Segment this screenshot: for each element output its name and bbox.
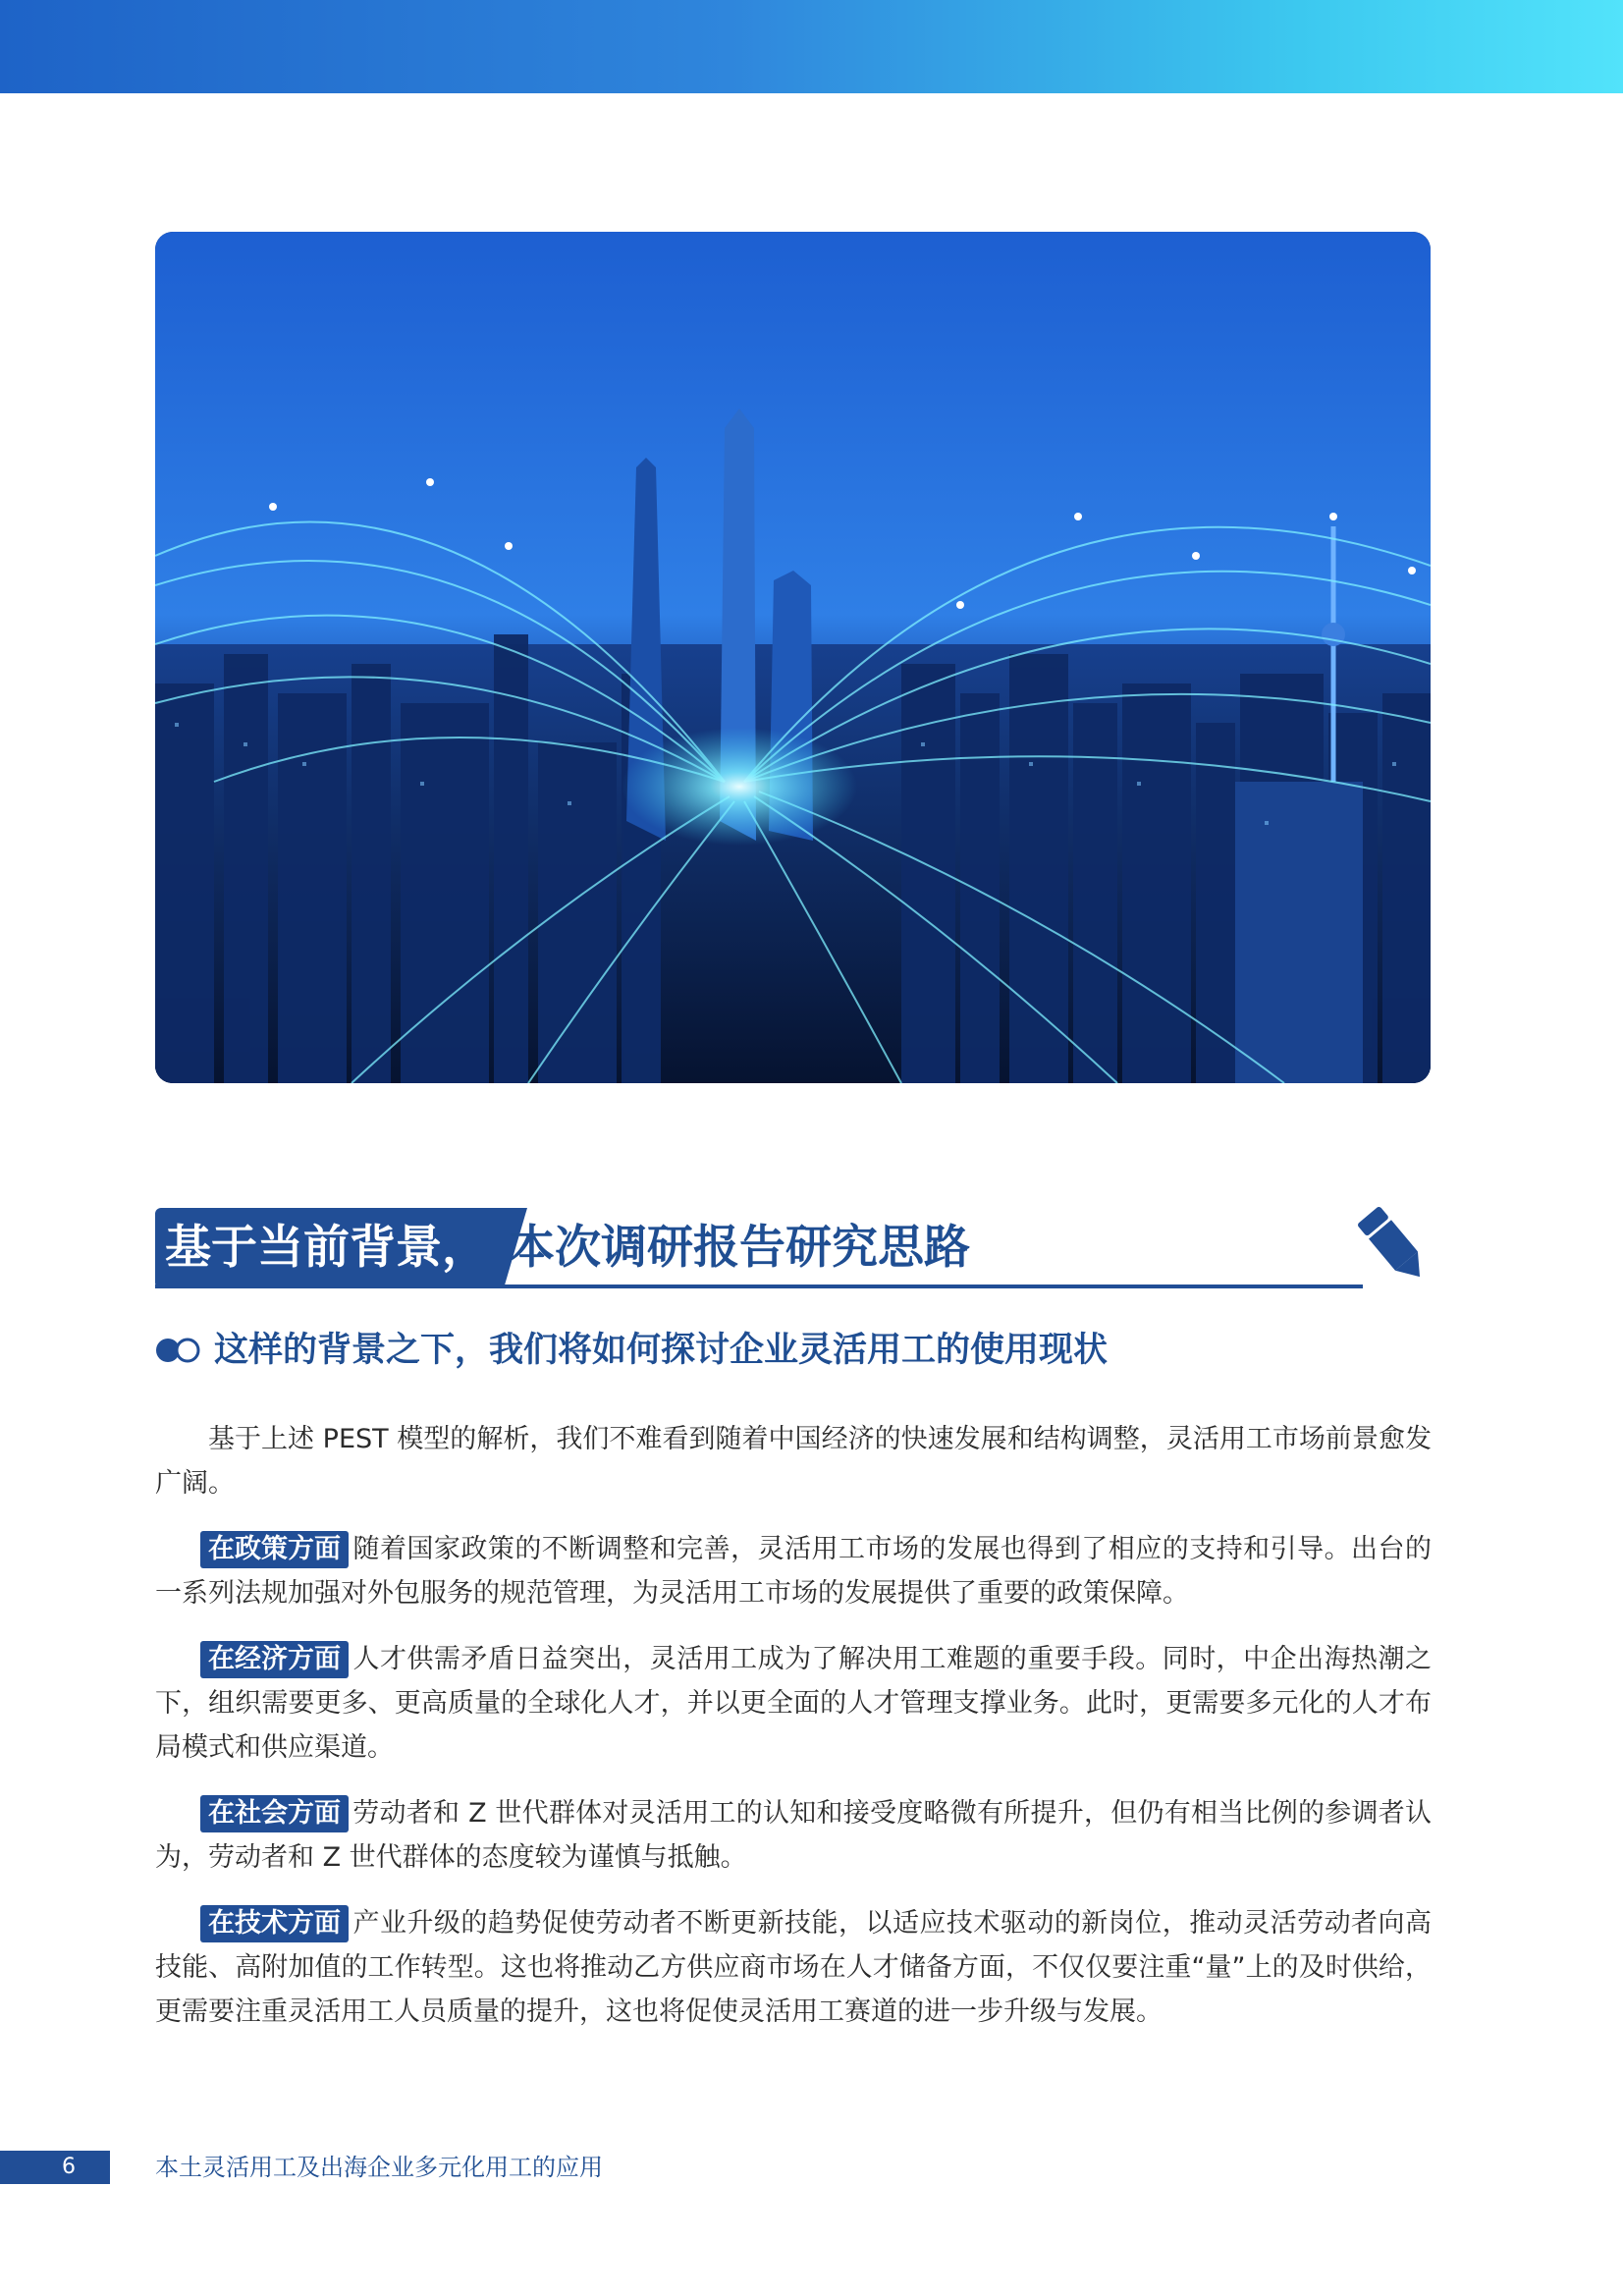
page-number [0,2151,137,2184]
body-text [155,1417,1432,2055]
economy-text: 人才供需矛盾日益突出，灵活用工成为了解决用工难题的重要手段。同时，中企出海热潮之下，组织需要更多、更高质量的全球化人才，并以更全面的人才管理支撑业务。此时，更需要多元化的人才布局模式和供应渠道。 [155,1644,1432,1763]
section-title: 本次调研报告研究思路 [509,1221,970,1275]
toggle-bullet-icon [155,1338,200,1363]
intro-paragraph: 基于上述 PEST 模型的解析，我们不难看到随着中国经济的快速发展和结构调整，灵活用工市场前景愈发广阔。 [155,1424,1432,1499]
hero-city-image [155,232,1431,1083]
subheading-text: 这样的背景之下，我们将如何探讨企业灵活用工的使用现状 [214,1331,1109,1370]
technology-paragraph [155,1901,1432,2034]
section-title-highlight: 基于当前背景， [155,1208,504,1288]
policy-paragraph [155,1527,1432,1615]
economy-tag: 在经济方面 [200,1641,349,1678]
policy-tag: 在政策方面 [200,1531,349,1568]
section-underline [155,1285,1363,1288]
society-tag: 在社会方面 [200,1795,349,1832]
header-gradient-band [0,0,1623,93]
society-paragraph [155,1791,1432,1880]
technology-tag: 在技术方面 [200,1905,349,1942]
page-number-value: 6 [62,2155,76,2179]
pen-icon [1355,1200,1432,1290]
subheading [155,1326,1432,1375]
society-text: 劳动者和 Z 世代群体对灵活用工的认知和接受度略微有所提升，但仍有相当比例的参调者认为，劳动者和 Z 世代群体的态度较为谨慎与抵触。 [155,1798,1432,1873]
policy-text: 随着国家政策的不断调整和完善，灵活用工市场的发展也得到了相应的支持和引导。出台的一系列法规加强对外包服务的规范管理，为灵活用工市场的发展提供了重要的政策保障。 [155,1534,1432,1609]
footer-title: 本土灵活用工及出海企业多元化用工的应用 [155,2154,603,2181]
technology-text: 产业升级的趋势促使劳动者不断更新技能，以适应技术驱动的新岗位，推动灵活劳动者向高技能、高附加值的工作转型。这也将推动乙方供应商市场在人才储备方面，不仅仅要注重“量”上的及时供给，更需要注重灵活用工人员质量的提升，这也将促使灵活用工赛道的进一步升级与发展。 [155,1908,1432,2027]
economy-paragraph [155,1637,1432,1770]
section-heading [155,1200,1431,1290]
